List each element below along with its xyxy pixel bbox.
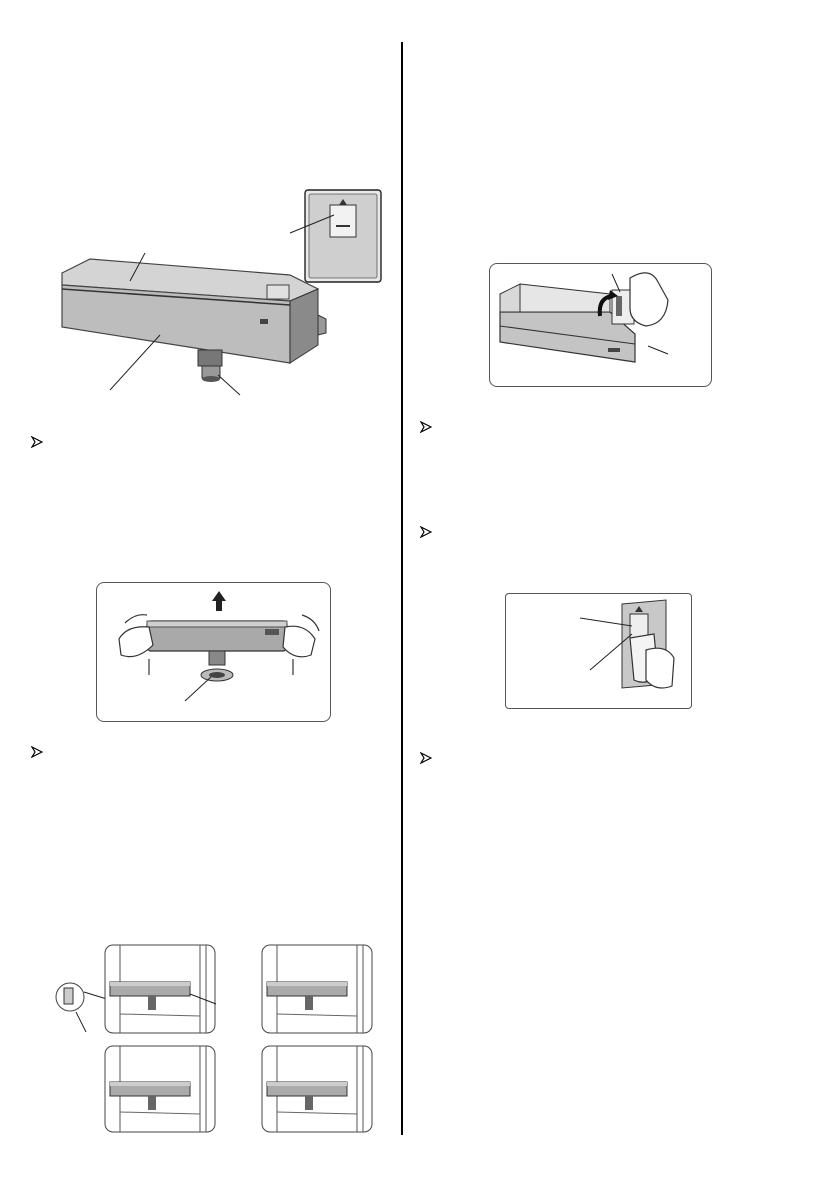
dispenser-panel-icon [305,190,381,282]
water-tank-icon [62,259,326,382]
door-panel-top-right [262,945,372,1033]
clip-detail-icon [56,983,110,1032]
door-shelf-positions-icon [50,942,380,1134]
arrowhead-bullet-icon [31,746,43,758]
arrowhead-bullet-icon [420,752,432,764]
open-tank-lid-icon [490,264,711,386]
lift-tank-frame [96,582,331,722]
hands-lifting-tank-icon [97,583,330,721]
dispenser-with-cup-icon [506,594,691,708]
arrowhead-bullet-icon [31,436,43,448]
column-divider [401,42,403,1135]
door-panel-bottom-left [105,1046,215,1132]
arrowhead-bullet-icon [420,421,432,433]
open-lid-frame [489,263,712,387]
water-tank-with-dispenser-icon [50,185,390,400]
arrowhead-bullet-icon [420,526,432,538]
dispenser-cup-frame [505,593,692,709]
door-panel-top-left [105,945,216,1033]
door-panel-bottom-right [262,1046,372,1132]
